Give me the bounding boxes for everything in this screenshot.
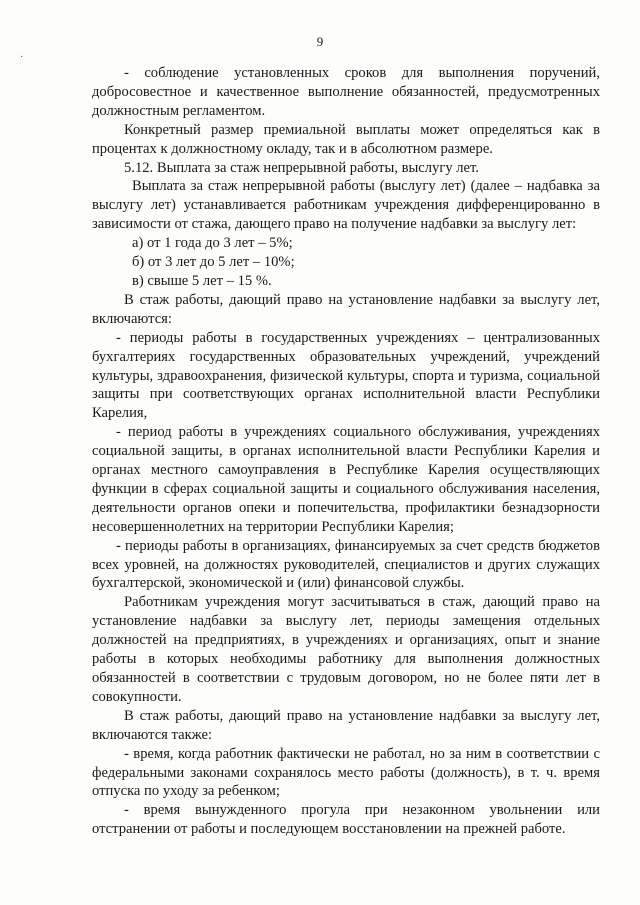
list-item: б) от 3 лет до 5 лет – 10%; [132,254,295,271]
paragraph: В стаж работы, дающий право на установление надбавки за выслугу лет, включаются: [92,291,600,327]
page-number: 9 [316,34,324,49]
paragraph: В стаж работы, дающий право на установление надбавки за выслугу лет, включаются также: [92,707,600,743]
paragraph: - время вынужденного прогула при незаконном увольнении или отстранении от работы и последующем восстановлении на прежней работе. [92,802,600,838]
section-heading: 5.12. Выплата за стаж непрерывной работы, выслугу лет. [124,159,479,176]
paragraph: Выплата за стаж непрерывной работы (выслугу лет) (далее – надбавка за выслугу лет) устанавливается работникам учреждения дифференцированно в зависимости от стажа, дающего право на получение надбавки за выслугу лет: [92,178,600,233]
scan-mark: · [20,52,24,63]
paragraph: Работникам учреждения могут засчитываться в стаж, дающий право на установление надбавки за выслугу лет, периоды замещения отдельных должностей на предприятиях, в учреждениях и организациях, опыт и знание работы в которых необходимы работнику для выполнения должностных обязанностей в соответствии с трудовым договором, но не более пяти лет в совокупности. [92,594,600,705]
paragraph: - периоды работы в государственных учреждениях – централизованных бухгалтериях государственных образовательных учреждений, учреждений культуры, здравоохранения, физической культуры, спорта и туризма, социальной защиты при соответствующих органах исполнительной власти Республики Карелия, [92,329,600,422]
list-item: в) свыше 5 лет – 15 %. [132,272,272,289]
paragraph: - период работы в учреждениях социального обслуживания, учреждениях социальной защиты, в органах исполнительной власти Республики Карелия и органах местного самоуправления в Республике Карелия осуществляющих функции в сферах социальной защиты и социального обслуживания населения, деятельности органов опеки и попечительства, профилактики безнадзорности несовершеннолетних на территории Республики Карелия; [92,424,600,535]
paragraph: - периоды работы в организациях, финансируемых за счет средств бюджетов всех уровней, на должностях руководителей, специалистов и других служащих бухгалтерской, экономической и (или) финансовой службы. [92,537,600,592]
paragraph: - время, когда работник фактически не работал, но за ним в соответствии с федеральными законами сохранялось место работы (должность), в т. ч. время отпуска по уходу за ребенком; [92,745,600,800]
paragraph: - соблюдение установленных сроков для выполнения поручений, добросовестное и качественное выполнение обязанностей, предусмотренных должностным регламентом. [92,65,600,119]
document-body [92,64,600,839]
paragraph: Конкретный размер премиальной выплаты может определяться как в процентах к должностному окладу, так и в абсолютном размере. [92,121,600,157]
list-item: а) от 1 года до 3 лет – 5%; [132,235,293,252]
seniority-list [92,234,600,291]
